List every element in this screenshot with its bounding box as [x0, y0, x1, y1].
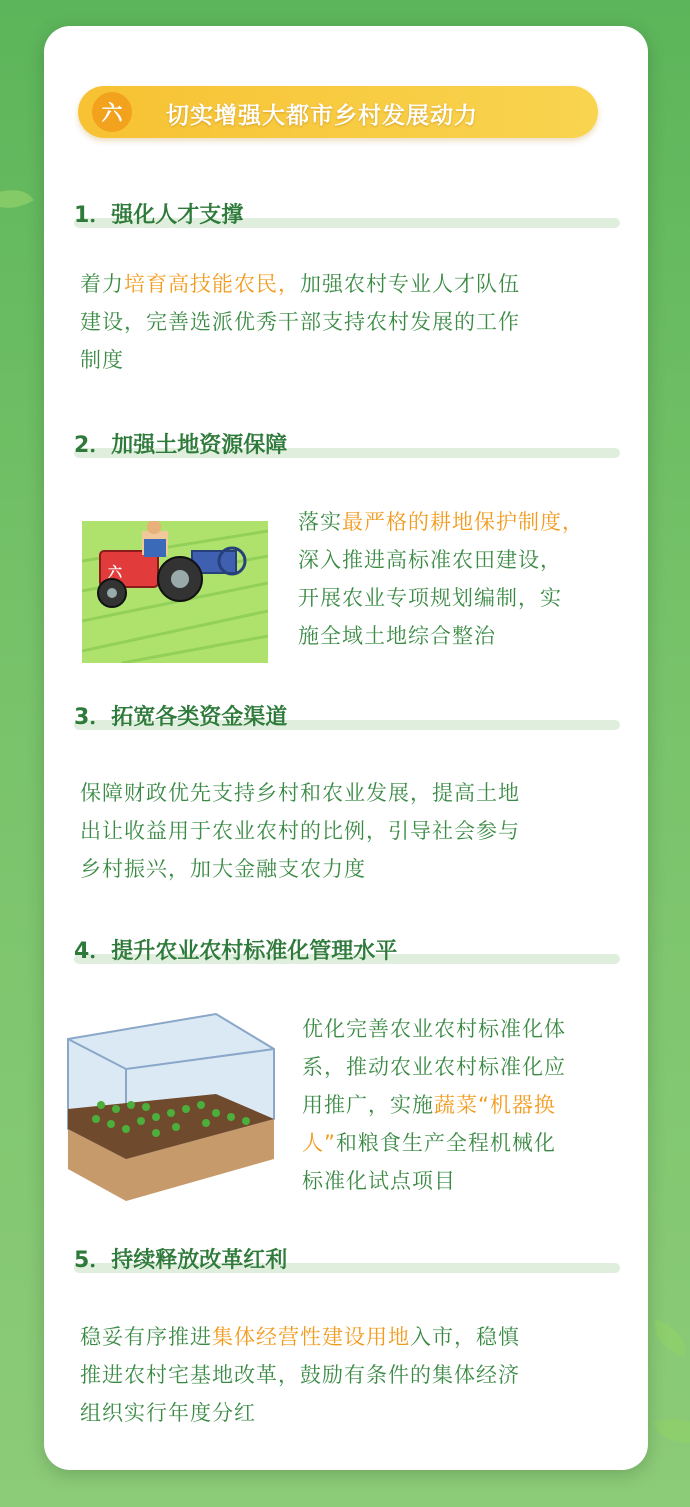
banner-title: 切实增强大都市乡村发展动力 [166, 103, 478, 129]
text: 加强农村专业人才队伍 [300, 272, 520, 296]
paragraph-line: 施全域土地综合整治 [298, 624, 496, 648]
paragraph-line: 出让收益用于农业农村的比例，引导社会参与 [80, 819, 520, 843]
text: 和粮食生产全程机械化 [335, 1131, 556, 1155]
paragraph-3 [80, 774, 520, 888]
paragraph-line: 推进农村宅基地改革，鼓励有条件的集体经济 [80, 1363, 520, 1387]
decor-leaf-right-2 [653, 1409, 690, 1453]
decor-leaf-right [647, 1319, 690, 1357]
paragraph-line: 系，推动农业农村标准化应 [302, 1055, 566, 1079]
paragraph-2 [298, 503, 584, 655]
paragraph-line: 开展农业专项规划编制，实 [298, 586, 562, 610]
highlight-text: 最严格的耕地保护制度， [342, 510, 584, 534]
highlight-text: 培育高技能农民， [124, 272, 300, 296]
highlight-text: 人” [302, 1131, 336, 1155]
paragraph-line [80, 1318, 520, 1356]
tractor-illustration [82, 521, 268, 663]
heading-text: 5．持续释放改革红利 [74, 1248, 288, 1273]
paragraph-line: 优化完善农业农村标准化体 [302, 1017, 566, 1041]
section-banner [78, 86, 598, 138]
greenhouse-illustration [56, 1009, 276, 1201]
highlight-text: 蔬菜“机器换 [434, 1093, 556, 1117]
heading-text: 3．拓宽各类资金渠道 [74, 705, 288, 730]
paragraph-1 [80, 265, 520, 379]
heading-text: 4．提升农业农村标准化管理水平 [74, 939, 398, 964]
highlight-text: 集体经营性建设用地 [212, 1325, 410, 1349]
paragraph-line [80, 265, 520, 303]
paragraph-line [302, 1124, 566, 1162]
text: 落实 [298, 510, 342, 534]
text: 用推广，实施 [302, 1093, 434, 1117]
text: 着力 [80, 272, 124, 296]
heading-text: 2．加强土地资源保障 [74, 433, 288, 458]
paragraph-line: 组织实行年度分红 [80, 1401, 256, 1425]
text: 入市，稳慎 [410, 1325, 520, 1349]
paragraph-line [302, 1086, 566, 1124]
paragraph-line: 标准化试点项目 [302, 1169, 456, 1193]
paragraph-line: 制度 [80, 348, 124, 372]
text: 稳妥有序推进 [80, 1325, 212, 1349]
paragraph-5 [80, 1318, 520, 1432]
paragraph-line [298, 503, 584, 541]
paragraph-line: 深入推进高标准农田建设， [298, 548, 562, 572]
paragraph-line: 建设，完善选派优秀干部支持农村发展的工作 [80, 310, 520, 334]
heading-text: 1．强化人才支撑 [74, 203, 244, 228]
svg-text:六: 六 [108, 565, 122, 581]
decor-leaf-left [0, 178, 34, 221]
paragraph-line: 保障财政优先支持乡村和农业发展，提高土地 [80, 781, 520, 805]
paragraph-line: 乡村振兴，加大金融支农力度 [80, 857, 366, 881]
paragraph-4 [302, 1010, 566, 1200]
banner-number: 六 [92, 92, 132, 132]
